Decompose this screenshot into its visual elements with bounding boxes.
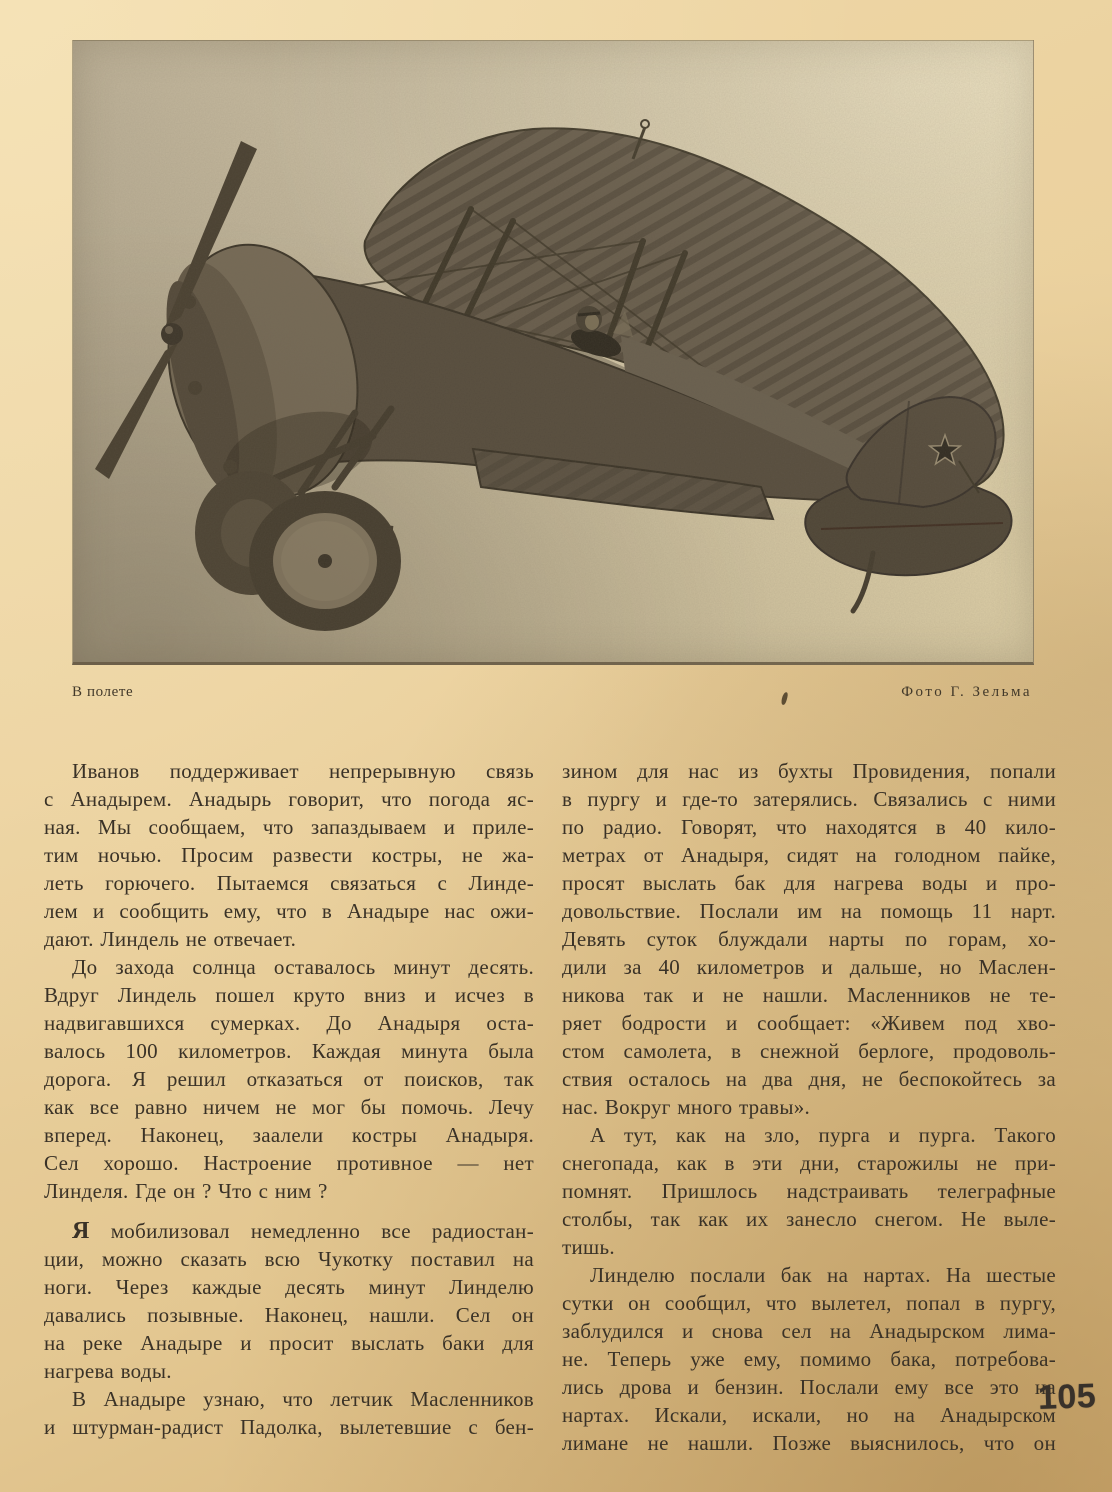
paragraph — [562, 757, 1056, 1121]
paragraph — [562, 1261, 1056, 1457]
text-line: Вдруг Линдель пошел круто вниз и исчез в — [44, 983, 534, 1007]
text-line: Линделю послали бак на нартах. На шестые — [590, 1263, 1056, 1287]
text-line: леть горючего. Пытаемся связаться с Линде- — [44, 871, 534, 895]
photo-credit: Фото Г. Зельма — [901, 684, 1032, 700]
page-number: 105 — [1037, 1376, 1097, 1418]
text-line: дают. Линдель не отвечает. — [44, 927, 297, 951]
text-line: ствия осталось на два дня, не беспокойтесь за — [562, 1067, 1056, 1091]
text-line: нагрева воды. — [44, 1359, 172, 1383]
text-line: в пургу и где-то затерялись. Связались с ними — [562, 787, 1056, 811]
photo-caption: В полете — [72, 684, 134, 700]
text-line: лись дрова и бензин. Послали ему все это на — [562, 1375, 1056, 1399]
text-line: просят выслать бак для нагрева воды и про- — [562, 871, 1056, 895]
bold-lead-letter: Я — [72, 1218, 90, 1244]
text-line: дорога. Я решил отказаться от поисков, так — [44, 1067, 534, 1091]
text-line: надвигавшихся сумерках. До Анадыря оста- — [44, 1011, 534, 1035]
text-line: До захода солнца оставалось минут десять. — [72, 955, 534, 979]
text-line: и штурман-радист Падолка, вылетевшие с бен- — [44, 1415, 534, 1439]
text-line: вперед. Наконец, заалели костры Анадыря. — [44, 1123, 534, 1147]
text-line: стом самолета, в снежной берлоге, продоволь- — [562, 1039, 1056, 1063]
text-line: нас. Вокруг много травы». — [562, 1095, 811, 1119]
paragraph — [44, 953, 534, 1205]
caption-row — [72, 684, 1032, 701]
text-line: Я мобилизовал немедленно все радиостан- — [72, 1218, 534, 1244]
paragraph — [44, 1217, 534, 1385]
text-line: давались позывные. Наконец, нашли. Сел он — [44, 1303, 534, 1327]
text-line: Девять суток блуждали нарты по горам, хо- — [562, 927, 1056, 951]
text-line: тишь. — [562, 1235, 615, 1259]
text-line: довольствие. Послали им на помощь 11 нарт. — [562, 899, 1056, 923]
paragraph — [562, 1121, 1056, 1261]
text-line: зином для нас из бухты Провидения, попали — [562, 759, 1056, 783]
text-column-left — [44, 757, 534, 1441]
text-line: метрах от Анадыря, сидят на голодном пайке, — [562, 843, 1056, 867]
paragraph — [44, 1385, 534, 1441]
text-line: ряет бодрости и сообщает: «Живем под хво- — [562, 1011, 1056, 1035]
text-line: А тут, как на зло, пурга и пурга. Такого — [590, 1123, 1056, 1147]
text-line: Линделя. Где он ? Что с ним ? — [44, 1179, 328, 1203]
text-line: В Анадыре узнаю, что летчик Масленников — [72, 1387, 534, 1411]
text-line: ноги. Через каждые десять минут Линделю — [44, 1275, 534, 1299]
text-line: снегопада, как в эти дни, старожилы не при- — [562, 1151, 1056, 1175]
text-line: по радио. Говорят, что находятся в 40 кило- — [562, 815, 1056, 839]
text-line: лимане не нашли. Позже выяснилось, что он — [562, 1431, 1056, 1455]
text-line: не. Теперь уже ему, помимо бака, потребова- — [562, 1347, 1056, 1371]
text-line: тим ночью. Просим развести костры, не жа- — [44, 843, 534, 867]
text-line: заблудился и снова сел на Анадырском лима- — [562, 1319, 1056, 1343]
airplane-photo — [72, 40, 1034, 665]
text-line: ции, можно сказать всю Чукотку поставил на — [44, 1247, 534, 1271]
biplane-illustration — [73, 41, 1033, 662]
text-line: лем и сообщить ему, что в Анадыре нас ожи- — [44, 899, 534, 923]
text-line: Сел хорошо. Настроение противное — нет — [44, 1151, 534, 1175]
text-line: столбы, так как их занесло снегом. Не выле- — [562, 1207, 1056, 1231]
text-line: на реке Анадыре и просит выслать баки для — [44, 1331, 534, 1355]
text-line: никова так и не нашли. Масленников не те- — [562, 983, 1056, 1007]
text-line: с Анадырем. Анадырь говорит, что погода яс- — [44, 787, 534, 811]
paragraph — [44, 757, 534, 953]
text-line: помнят. Пришлось надстраивать телеграфные — [562, 1179, 1056, 1203]
text-line: Иванов поддерживает непрерывную связь — [72, 759, 534, 783]
text-line: ная. Мы сообщаем, что запаздываем и приле- — [44, 815, 534, 839]
text-column-right — [562, 757, 1056, 1457]
text-line: сутки он сообщил, что вылетел, попал в пургу, — [562, 1291, 1056, 1315]
text-line: валось 100 километров. Каждая минута была — [44, 1039, 534, 1063]
text-line: нартах. Искали, искали, но на Анадырском — [562, 1403, 1056, 1427]
text-line: дили за 40 километров и дальше, но Маслен- — [562, 955, 1056, 979]
text-line: как все равно ничем не мог бы помочь. Лечу — [44, 1095, 534, 1119]
